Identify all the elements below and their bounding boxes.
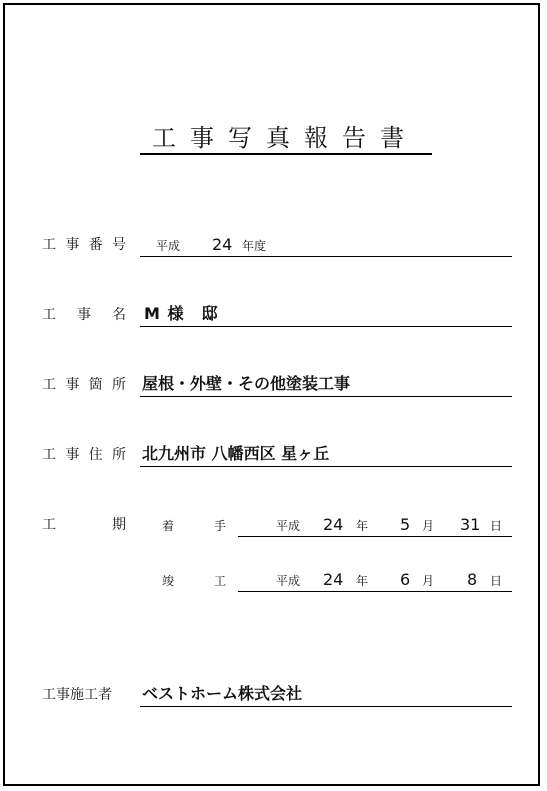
end-month: 6 <box>400 570 411 589</box>
start-underline <box>238 536 512 537</box>
end-day-unit: 日 <box>490 574 503 588</box>
document-frame <box>3 3 540 786</box>
construction-address-underline <box>140 466 512 467</box>
document-title: 工事写真報告書 <box>152 124 418 152</box>
construction-address-value: 北九州市 八幡西区 星ヶ丘 <box>142 444 330 463</box>
start-month-unit: 月 <box>422 519 435 533</box>
start-label: 着 手 <box>162 519 226 533</box>
construction-number-label: 工 事 番 号 <box>42 237 126 253</box>
end-day: 8 <box>467 570 478 589</box>
end-label: 竣 工 <box>162 574 226 588</box>
construction-name-underline <box>140 326 512 327</box>
construction-location-value: 屋根・外壁・その他塗装工事 <box>142 374 351 393</box>
start-year: 24 <box>323 515 344 534</box>
construction-location-label: 工 事 箇 所 <box>42 377 126 393</box>
start-day-unit: 日 <box>490 519 503 533</box>
construction-name-value: M 様 邸 <box>144 304 219 323</box>
construction-name-label: 工 事 名 <box>42 307 126 323</box>
start-month: 5 <box>400 515 411 534</box>
contractor-label: 工事施工者 <box>42 687 112 703</box>
end-year-unit: 年 <box>356 574 369 588</box>
construction-period-label: 工 期 <box>42 517 126 533</box>
construction-number-suffix: 年度 <box>242 239 267 253</box>
construction-number-underline <box>140 256 512 257</box>
construction-location-underline <box>140 396 512 397</box>
end-year: 24 <box>323 570 344 589</box>
construction-number-era: 平成 <box>156 239 181 253</box>
title-underline <box>140 153 432 155</box>
contractor-value: ベストホーム株式会社 <box>142 684 303 703</box>
start-year-unit: 年 <box>356 519 369 533</box>
start-day: 31 <box>460 515 481 534</box>
end-underline <box>238 591 512 592</box>
construction-address-label: 工 事 住 所 <box>42 447 126 463</box>
construction-number-year: 24 <box>212 235 233 254</box>
end-month-unit: 月 <box>422 574 435 588</box>
start-era: 平成 <box>276 519 301 533</box>
contractor-underline <box>140 706 512 707</box>
end-era: 平成 <box>276 574 301 588</box>
